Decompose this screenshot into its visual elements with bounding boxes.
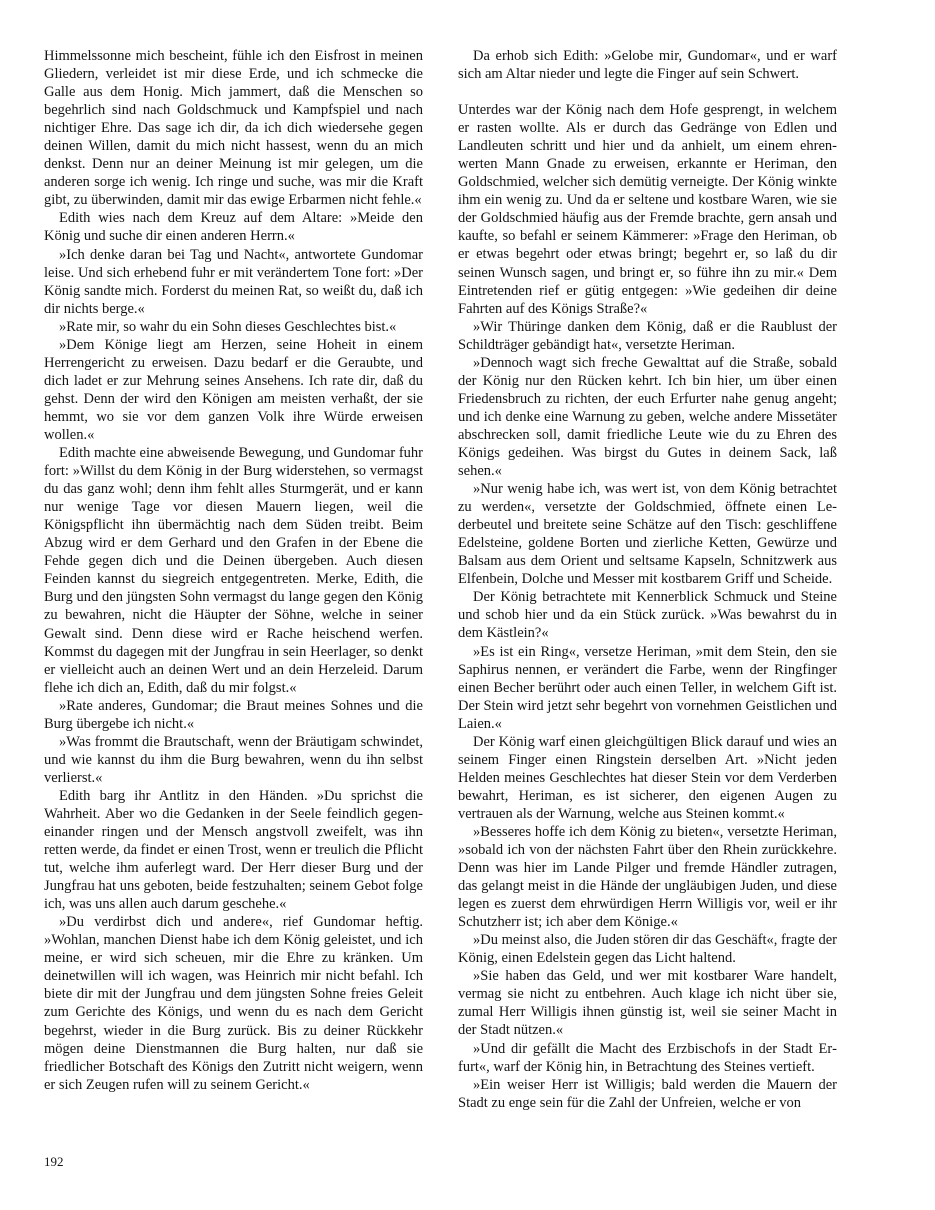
- paragraph: »Dem Könige liegt am Herzen, seine Hoheit in einem Herrengericht zu erweisen. Dazu bedarf er die Geraubte, und dich ladet er zur Mehrung seines Ansehens. Ich rate dir, daß du gehst. Denn der wird den Königen am meisten verhaßt, der sie hemmt, wo sie vor dem ganzen Volk ihre Würde erweisen wollen.«: [44, 336, 423, 443]
- paragraph: Himmelssonne mich bescheint, fühle ich den Eisfrost in meinen Gliedern, verleidet ist mir diese Erde, und ich schmecke die Galle aus dem Honig. Mich jammert, daß die Menschen so begehrlich sind nach Goldschmuck und Kampfspiel und nach nichtiger Ehre. Das sage ich dir, da ich dich wiedersehe gegen deinen Willen, damit du mich nicht hassest, wenn du an mich denkst. Denn nur an deiner Meinung ist mir gelegen, um die anderen sorge ich wenig. Ich ringe und suche, was mir die Kraft gibt, zu überwinden, damit mir das ewige Erbarmen nicht fehle.«: [44, 48, 423, 209]
- paragraph: »Ich denke daran bei Tag und Nacht«, antwortete Gundomar leise. Und sich erhebend fuhr er mit verändertem Tone fort: »Der König sandte mich. Forderst du meinen Rat, so weißt du, daß ich dir nichts berge.«: [44, 246, 423, 317]
- paragraph: »Du meinst also, die Juden stören dir das Geschäft«, fragte der König, einen Edelstein gegen das Licht haltend.: [458, 932, 838, 967]
- paragraph: »Rate mir, so wahr du ein Sohn dieses Geschlechtes bist.«: [59, 318, 397, 335]
- paragraph: »Es ist ein Ring«, versetze Heriman, »mit dem Stein, den sie Saphirus nennen, er verändert die Farbe, wenn der Ringfinger einen Becher berührt oder auch einen Teller, in welchem Gift ist. Der Stein wird jetzt sehr begehrt von vornehmen Geistlichen und Laien.«: [458, 643, 837, 732]
- paragraph: Der König betrachtete mit Kennerblick Schmuck und Steine und schob hier und da ein Stück zurück. »Was bewahrst du in dem Kästlein?«: [458, 589, 837, 642]
- paragraph: »Sie haben das Geld, und wer mit kostbarer Ware handelt, vermag sie nicht zu entbehren. Auch klage ich nicht über sie, zumal Herr Willigis ihnen günstig ist, weil sie seiner Macht in der Stadt nützen.«: [458, 968, 837, 1039]
- paragraph: Edith barg ihr Antlitz in den Händen. »Du sprichst die Wahrheit. Aber wo die Gedanken in der Seele feindlich gegeneinander ringen und der Mensch angstvoll zweifelt, was ihn retten werde, da findet er einen Trost, wenn er treulich die Pflicht tut, welche ihm auferlegt ward. Der Herr dieser Burg und der Jungfrau hat uns geboten, beide festzuhalten; seinem Gebot folge ich, was uns allen auch darum geschehe.«: [44, 787, 423, 913]
- paragraph: Edith machte eine abweisende Bewegung, und Gundomar fuhr fort: »Willst du dem König in der Burg widerstehen, so vermagst du das ganz wohl; denn ihm fehlt alles Sturmgerät, und er kann nur wenige Tage vor diesen Mauern liegen, weil die Königspflicht ihn übermächtig nach dem Süden treibt. Beim Abzug wird er dem Gerhard und den Grafen in der Ebene die Fehde gegen dich und die Deinen übergeben. Auch diesen Feinden kannst du siegreich entgegentreten. Merke, Edith, die Burg und den jüngsten Sohn vermagst du lange gegen den König zu bewahren, nicht die Häupter der Söhne, welche in seiner Gewalt sind. Denn diese wird er Rache heischend werfen. Kommst du dagegen mit der Jungfrau in sein Heerlager, so denkt er vielleicht auch an deinen Wert und an dein Herzeleid. Darum flehe ich dich an, Edith, daß du mir folgst.«: [44, 445, 424, 696]
- paragraph: »Rate anderes, Gundomar; die Braut meines Sohnes und die Burg übergebe ich nicht.«: [44, 697, 423, 732]
- page-number: 192: [44, 1154, 64, 1169]
- right-text-column: [458, 47, 837, 1112]
- paragraph: »Nur wenig habe ich, was wert ist, von dem König betrachtet zu werden«, versetzte der Goldschmied, öffnete einen Lederbeutel und breitete seine Schätze auf den Tisch: geschliffene Edelsteine, goldene Borten und zierliche Ketten, Gewürze und Balsam aus dem Orient und seltsame Kapseln, Schnitzwerk aus Elfenbein, Dolche und Messer mit kostbarem Griff und Scheide.: [458, 481, 837, 588]
- paragraph: »Wir Thüringe danken dem König, daß er die Raublust der Schildträger gebändigt hat«, versetzte Heriman.: [458, 318, 837, 353]
- paragraph: »Und dir gefällt die Macht des Erzbischofs in der Stadt Erfurt«, warf der König hin, in Betrachtung des Steines vertieft.: [458, 1040, 837, 1075]
- paragraph: »Was frommt die Brautschaft, wenn der Bräutigam schwindet, und wie kannst du ihm die Burg bewahren, wenn du ihn selbst verlierst.«: [44, 733, 423, 786]
- paragraph: Edith wies nach dem Kreuz auf dem Altare: »Meide den König und suche dir einen anderen Herrn.«: [44, 210, 423, 245]
- paragraph: »Ein weiser Herr ist Willigis; bald werden die Mauern der Stadt zu enge sein für die Zahl der Unfreien, welche er von: [458, 1076, 837, 1111]
- paragraph: »Du verdirbst dich und andere«, rief Gundomar heftig. »Wohlan, manchen Dienst habe ich dem König geleistet, und ich meine, er wird sich scheuen, mir die Ehre zu kränken. Um deinetwillen will ich wagen, was Heinrich mir nicht befahl. Ich biete dir mit der Jungfrau und dem jüngsten Sohne freies Geleit zum Gerichte des Königs, und wenn du es nach dem Gericht begehrst, wieder in die Burg zurück. Bis zu deiner Rückkehr mögen deine Dienstmannen die Burg halten, nur daß sie friedlicher Botschaft des Königs den Zutritt nicht weigern, wenn er sich Zeugen rufen will zu seinem Gericht.«: [44, 914, 423, 1093]
- paragraph: Da erhob sich Edith: »Gelobe mir, Gundomar«, und er warf sich am Altar nieder und legte die Finger auf sein Schwert.: [458, 48, 837, 83]
- paragraph: »Besseres hoffe ich dem König zu bieten«, versetzte Heriman, »sobald ich von der nächsten Fahrt über den Rhein zurückkehre. Denn was hier im Lande Pilger und fremde Händler zutragen, das gelangt meist in die Hände der ungläubigen Juden, und diese legen es zuerst dem ehrwürdigen Herrn Willigis vor, weil er ihr Schutzherr ist; ich aber dem Könige.«: [458, 823, 837, 931]
- paragraph: Unterdes war der König nach dem Hofe gesprengt, in welchem er rasten wollte. Als er durch das Gedränge von Edlen und Landleuten schritt und hier und da anhielt, um einem ehrenwerten Mann Gnade zu erweisen, erkannte er Heriman, den Goldschmied, welcher sich demütig verneigte. Der König winkte ihm ein wenig zu. Und da er seltene und kostbare Waren, wie sie der Goldschmied häufig aus der Fremde brachte, gern ansah und kaufte, so befahl er seinem Kämmerer: »Frage den Heriman, ob er etwas begehrt oder etwas bringt; begehrt er, so laß du dir seinen Wunsch sagen, und bringt er, so führe ihn zu mir.« Dem Eintretenden rief er gütig entgegen: »Wie gedeihen dir deine Fahrten auf des Königs Straße?«: [458, 102, 837, 317]
- paragraph: Der König warf einen gleichgültigen Blick darauf und wies an seinem Finger einen Ringstein derselben Art. »Nicht jeden Helden meines Geschlechtes hat dieser Stein vor dem Verderben bewahrt, Heriman, es ist sicherer, den eigenen Augen zu vertrauen als der Warnung, welche aus Steinen kommt.«: [458, 733, 837, 822]
- paragraph: »Dennoch wagt sich freche Gewalttat auf die Straße, sobald der König nur den Rücken kehrt. Ich bin hier, um über einen Friedensbruch zu richten, der euch Erfurter nahe genug angeht; und ich denke eine Warnung zu geben, welche andere Missetäter abschrecken soll, damit friedliche Leute wie du zu Ehren des Königs gedeihen. Was birgst du Gutes in deinem Sack, laß sehen.«: [458, 354, 837, 480]
- left-text-column: [44, 47, 423, 1094]
